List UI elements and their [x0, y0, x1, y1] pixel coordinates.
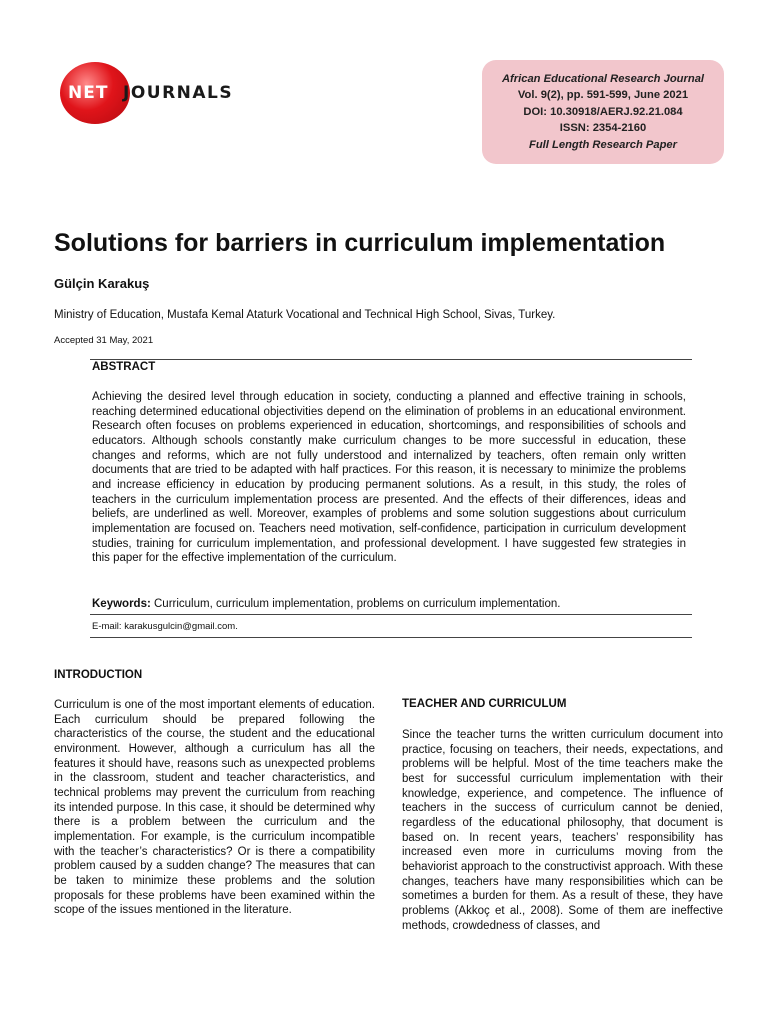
keywords-list: Curriculum, curriculum implementation, problems on curriculum implementation.: [150, 598, 561, 610]
abstract-bottom-rule: [90, 637, 692, 638]
logo-text-journals: JOURNALS: [123, 83, 234, 103]
keywords-line: [92, 598, 560, 610]
abstract-text: Achieving the desired level through education in society, conducting a planned and effective training in schools, reaching determined educational objectivities depend on the elimination of problems in an educational environment. Research often focuses on problems experienced in education, shortcomings, and responsibilities of schools and educators. Although schools constantly make curriculum changes to be more successful in education, these changes and reforms, which are not fully understood and internalized by teachers, often remain only written documents that are tried to be adapted with half practices. For this reason, it is necessary to minimize the problems and increase efficiency in education by producing permanent solutions. As a result, in this study, the roles of teachers in the curriculum implementation process are presented. And the effects of their differences, ideas and beliefs, are underlined as well. Moreover, examples of problems and some solution suggestions about curriculum implementation are focused on. Teachers need motivation, self-confidence, participation in curriculum development studies, training for curriculum implementation, and professional development. I have suggested few strategies in this paper for the effective implementation of the curriculum.: [92, 391, 686, 565]
netjournals-logo: [60, 62, 260, 132]
accepted-date: Accepted 31 May, 2021: [54, 335, 154, 346]
author-affiliation: Ministry of Education, Mustafa Kemal Ataturk Vocational and Technical High School, Sivas, Turkey.: [54, 309, 556, 321]
keywords-label: Keywords:: [92, 598, 151, 610]
teacher-curriculum-text: Since the teacher turns the written curriculum document into practice, focusing on teachers, their needs, expectations, and problems will be helpful. Most of the time teachers make the best for successful curriculum implementation with their knowledge, experience, and competence. The influence of teachers in the success of curriculum cannot be denied, regardless of the educational philosophy, that document is based on. In recent years, teachers’ responsibility has increased even more in curriculums moving from the behaviorist approach to the constructivist approach. With these changes, teachers have many responsibilities which can be sometimes a burden for them. As a result of these, they have problems (Akkoç et al., 2008). Some of them are ineffective methods, crowdedness of classes, and: [402, 729, 723, 932]
abstract-top-rule: [90, 359, 692, 360]
author-name: Gülçin Karakuş: [54, 276, 150, 291]
introduction-text: Curriculum is one of the most important elements of education. Each curriculum should be prepared following the characteristics of the course, the student and the educational environment. However, although a curriculum has all the features it should have, reasons such as unexpected problems in the classroom, student and teacher characteristics, and technical problems may prevent the curriculum from reaching its intended purpose. In this case, it should be determined why there is a problem between the curriculum and the implementation. For example, is the curriculum incompatible with the teacher’s characteristics? Or is there a compatibility problem caused by a sudden change? The measures that can be taken to minimize these problems and the solution proposals for these problems have been examined within the scope of the issues mentioned in the literature.: [54, 699, 375, 917]
journal-doi: DOI: 10.30918/AERJ.92.21.084: [523, 105, 683, 118]
journal-issn: ISSN: 2354-2160: [559, 122, 647, 135]
keywords-rule: [90, 614, 692, 615]
logo-text-net: NET: [68, 83, 109, 103]
teacher-curriculum-heading: TEACHER AND CURRICULUM: [402, 698, 567, 710]
paper-type: Full Length Research Paper: [529, 138, 677, 151]
journal-name: African Educational Research Journal: [501, 72, 705, 85]
paper-title: Solutions for barriers in curriculum implementation: [54, 229, 666, 257]
author-email: E-mail: karakusgulcin@gmail.com.: [92, 621, 238, 632]
journal-volume: Vol. 9(2), pp. 591-599, June 2021: [517, 89, 689, 102]
abstract-heading: ABSTRACT: [92, 361, 156, 373]
journal-info-box: [482, 60, 724, 164]
introduction-heading: INTRODUCTION: [54, 669, 143, 681]
